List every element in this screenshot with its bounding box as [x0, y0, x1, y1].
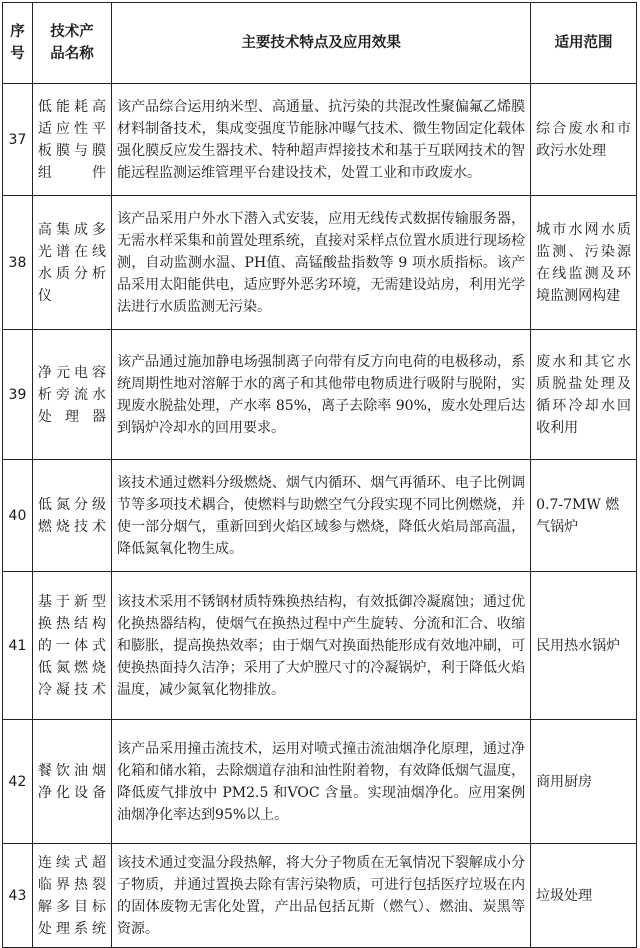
row-scope: 城市水网水质监测、污染源在线监测及环境监测网构建	[531, 196, 637, 330]
row-name: 低能耗高适应性平板膜与膜组件	[32, 84, 111, 196]
row-number: 41	[3, 572, 33, 720]
row-number: 37	[3, 84, 33, 196]
row-name: 高集成多光谱在线水质分析仪	[32, 196, 111, 330]
row-desc: 该技术通过燃料分级燃烧、烟气内循环、烟气再循环、电子比例调节等多项技术耦合，使燃料与助燃空气分段实现不同比例燃烧，并使一部分烟气，重新回到火焰区域参与燃烧，降低火焰局部高温，降低氮氧化物生成。	[112, 460, 531, 572]
row-name: 低氮分级燃烧技术	[32, 460, 111, 572]
table-row	[3, 720, 637, 844]
row-name: 净元电容析旁流水处理器	[32, 330, 111, 460]
row-number: 39	[3, 330, 33, 460]
header-no: 序号	[3, 3, 33, 84]
row-scope: 废水和其它水质脱盐处理及循环冷却水回收利用	[531, 330, 637, 460]
row-desc: 该产品综合运用纳米型、高通量、抗污染的共混改性聚偏氟乙烯膜材料制备技术，集成变强度节能脉冲曝气技术、微生物固定化载体强化膜反应发生器技术、特种超声焊接技术和基于互联网技术的智能远程监测运维管理平台建设技术，处置工业和市政废水。	[112, 84, 531, 196]
row-name: 连续式超临界热裂解多目标处理系统	[32, 844, 111, 948]
header-desc: 主要技术特点及应用效果	[112, 3, 531, 84]
row-number: 38	[3, 196, 33, 330]
row-desc: 该产品采用撞击流技术，运用对喷式撞击流油烟净化原理，通过净化箱和储水箱，去除烟道存油和油性附着物，有效降低烟气温度，降低废气排放中 PM2.5 和VOC 含量。实现油烟净化。应用案例油烟净化率达到95%以上。	[112, 720, 531, 844]
row-number: 40	[3, 460, 33, 572]
row-desc: 该产品采用户外水下潜入式安装，应用无线传式数据传输服务器，无需水样采集和前置处理系统，直接对采样点位置水质进行现场检测，自动监测水温、PH值、高锰酸盐指数等 9 项水质指标。该产品采用太阳能供电，适应野外恶劣环境，无需建设站房，利用光学法进行水质监测无污染。	[112, 196, 531, 330]
table-row	[3, 196, 637, 330]
row-scope: 0.7-7MW 燃气锅炉	[531, 460, 637, 572]
table-row	[3, 330, 637, 460]
row-name: 基于新型换热结构的一体式低氮燃烧冷凝技术	[32, 572, 111, 720]
row-name: 餐饮油烟净化设备	[32, 720, 111, 844]
row-desc: 该技术通过变温分段热解，将大分子物质在无氧情况下裂解成小分子物质，并通过置换去除有害污染物质，可进行包括医疗垃圾在内的固体废物无害化处置，产出品包括瓦斯（燃气）、燃油、炭黑等资源。	[112, 844, 531, 948]
row-scope: 综合废水和市政污水处理	[531, 84, 637, 196]
row-desc: 该产品通过施加静电场强制离子向带有反方向电荷的电极移动，系统周期性地对溶解于水的离子和其他带电物质进行吸附与脱附，实现废水脱盐处理，产水率 85%，离子去除率 90%，废水处理后达到锅炉冷却水的回用要求。	[112, 330, 531, 460]
row-scope: 垃圾处理	[531, 844, 637, 948]
table-row	[3, 844, 637, 948]
table-header-row	[3, 3, 637, 84]
row-desc: 该技术采用不锈钢材质特殊换热结构，有效抵御冷凝腐蚀；通过优化换热器结构，使烟气在换热过程中产生旋转、分流和汇合、收缩和膨胀，提高换热效率；由于烟气对换面热能形成有效地冲刷，可使换热面持久洁净；采用了大炉膛尺寸的冷凝锅炉，利于降低火焰温度，减少氮氧化物排放。	[112, 572, 531, 720]
row-scope: 民用热水锅炉	[531, 572, 637, 720]
table-row	[3, 572, 637, 720]
row-number: 43	[3, 844, 33, 948]
row-number: 42	[3, 720, 33, 844]
row-scope: 商用厨房	[531, 720, 637, 844]
header-scope: 适用范围	[531, 3, 637, 84]
table-row	[3, 84, 637, 196]
table-row	[3, 460, 637, 572]
tech-product-table	[2, 2, 637, 948]
header-name: 技术产品名称	[32, 3, 111, 84]
